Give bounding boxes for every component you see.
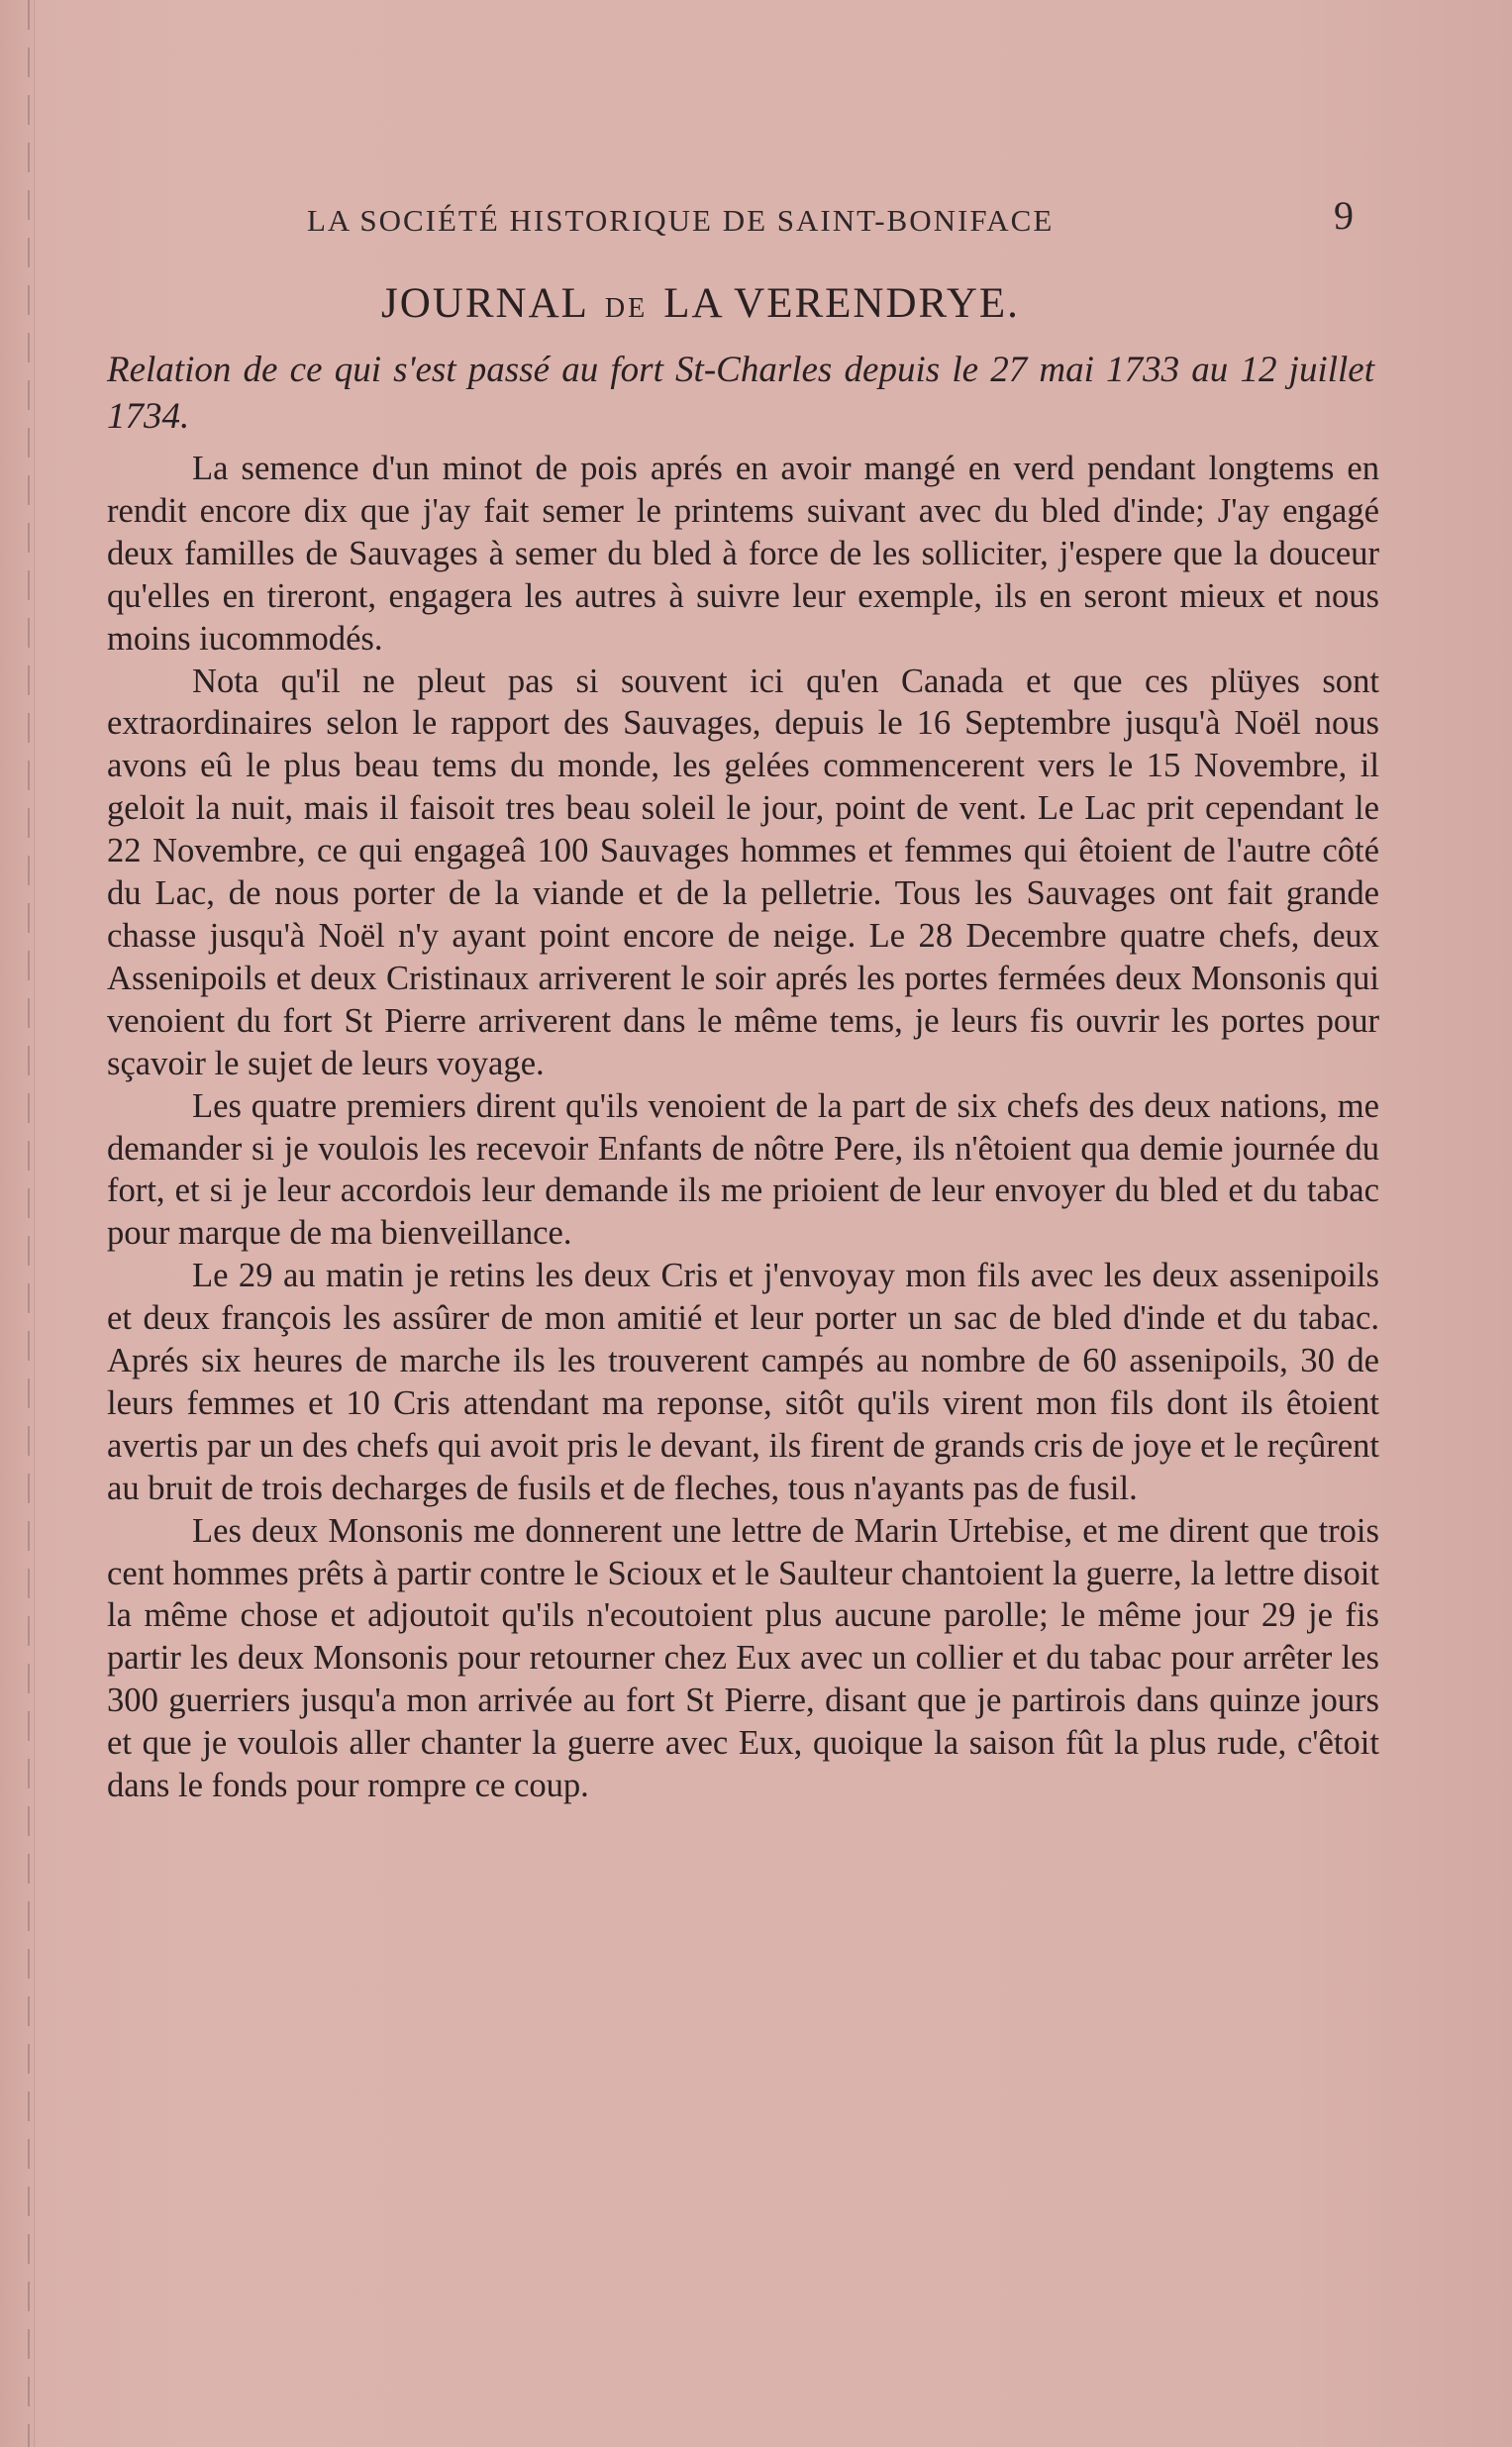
paragraph: Les deux Monsonis me donnerent une lettre de Marin Urtebise, et me dirent que trois cent hommes prêts à partir contre le Scioux et le Saulteur chantoient la guerre, la lettre disoit la même chose et adjoutoit qu'ils n'ecoutoient plus aucune parolle; le même jour 29 je fis partir les deux Monsonis pour retourner chez Eux avec un collier et du tabac pour arrêter les 300 guerriers jusqu'a mon arrivée au fort St Pierre, disant que je partirois dans quinze jours et que je voulois aller chanter la guerre avec Eux, quoique la saison fût la plus rude, c'êtoit dans le fonds pour rompre ce coup.	[107, 1511, 1379, 1805]
title-part-verendrye: LA VERENDRYE.	[663, 280, 1020, 327]
binding-edge-line	[34, 0, 35, 2447]
title-part-journal: JOURNAL	[381, 280, 589, 327]
running-head: LA SOCIÉTÉ HISTORIQUE DE SAINT-BONIFACE	[307, 203, 1055, 238]
page-number: 9	[1334, 193, 1354, 238]
body-text	[107, 448, 1379, 1807]
binding-edge	[28, 0, 30, 2447]
page-title	[381, 279, 1020, 328]
paragraph: La semence d'un minot de pois aprés en avoir mangé en verd pendant longtems en rendit encore dix que j'ay fait semer le printems suivant avec du bled d'inde; J'ay engagé deux familles de Sauvages à semer du bled à force de les solliciter, j'espere que la douceur qu'elles en tireront, engagera les autres à suivre leur exemple, ils en seront mieux et nous moins iucommodés.	[107, 450, 1379, 658]
paragraph: Nota qu'il ne pleut pas si souvent ici qu'en Canada et que ces plüyes sont extraordinaires selon le rapport des Sauvages, depuis le 16 Septembre jusqu'à Noël nous avons eû le plus beau tems du monde, les gelées commencerent vers le 15 Novembre, il geloit la nuit, mais il faisoit tres beau soleil le jour, point de vent. Le Lac prit cependant le 22 Novembre, ce qui engageâ 100 Sauvages hommes et femmes qui êtoient de l'autre côté du Lac, de nous porter de la viande et de la pelletrie. Tous les Sauvages ont fait grande chasse jusqu'à Noël n'y ayant point encore de neige. Le 28 Decembre quatre chefs, deux Assenipoils et deux Cristinaux arriverent le soir aprés les portes fermées deux Monsonis qui venoient du fort St Pierre arriverent dans le même tems, je leurs fis ouvrir les portes pour sçavoir le sujet de leurs voyage.	[107, 662, 1379, 1082]
paragraph: Le 29 au matin je retins les deux Cris et j'envoyay mon fils avec les deux assenipoils et deux françois les assûrer de mon amitié et leur porter un sac de bled d'inde et du tabac. Aprés six heures de marche ils les trouverent campés au nombre de 60 assenipoils, 30 de leurs femmes et 10 Cris attendant ma reponse, sitôt qu'ils virent mon fils dont ils êtoient avertis par un des chefs qui avoit pris le devant, ils firent de grands cris de joye et le reçûrent au bruit de trois decharges de fusils et de fleches, tous n'ayants pas de fusil.	[107, 1257, 1379, 1507]
title-part-de: DE	[604, 293, 649, 324]
paragraph: Les quatre premiers dirent qu'ils venoient de la part de six chefs des deux nations, me demander si je voulois les recevoir Enfants de nôtre Pere, ils n'êtoient qua demie journée du fort, et si je leur accordois leur demande ils me prioient de leur envoyer du bled et du tabac pour marque de ma bienveillance.	[107, 1086, 1379, 1253]
subtitle: Relation de ce qui s'est passé au fort St-Charles depuis le 27 mai 1733 au 12 juillet 1734.	[107, 350, 1374, 437]
